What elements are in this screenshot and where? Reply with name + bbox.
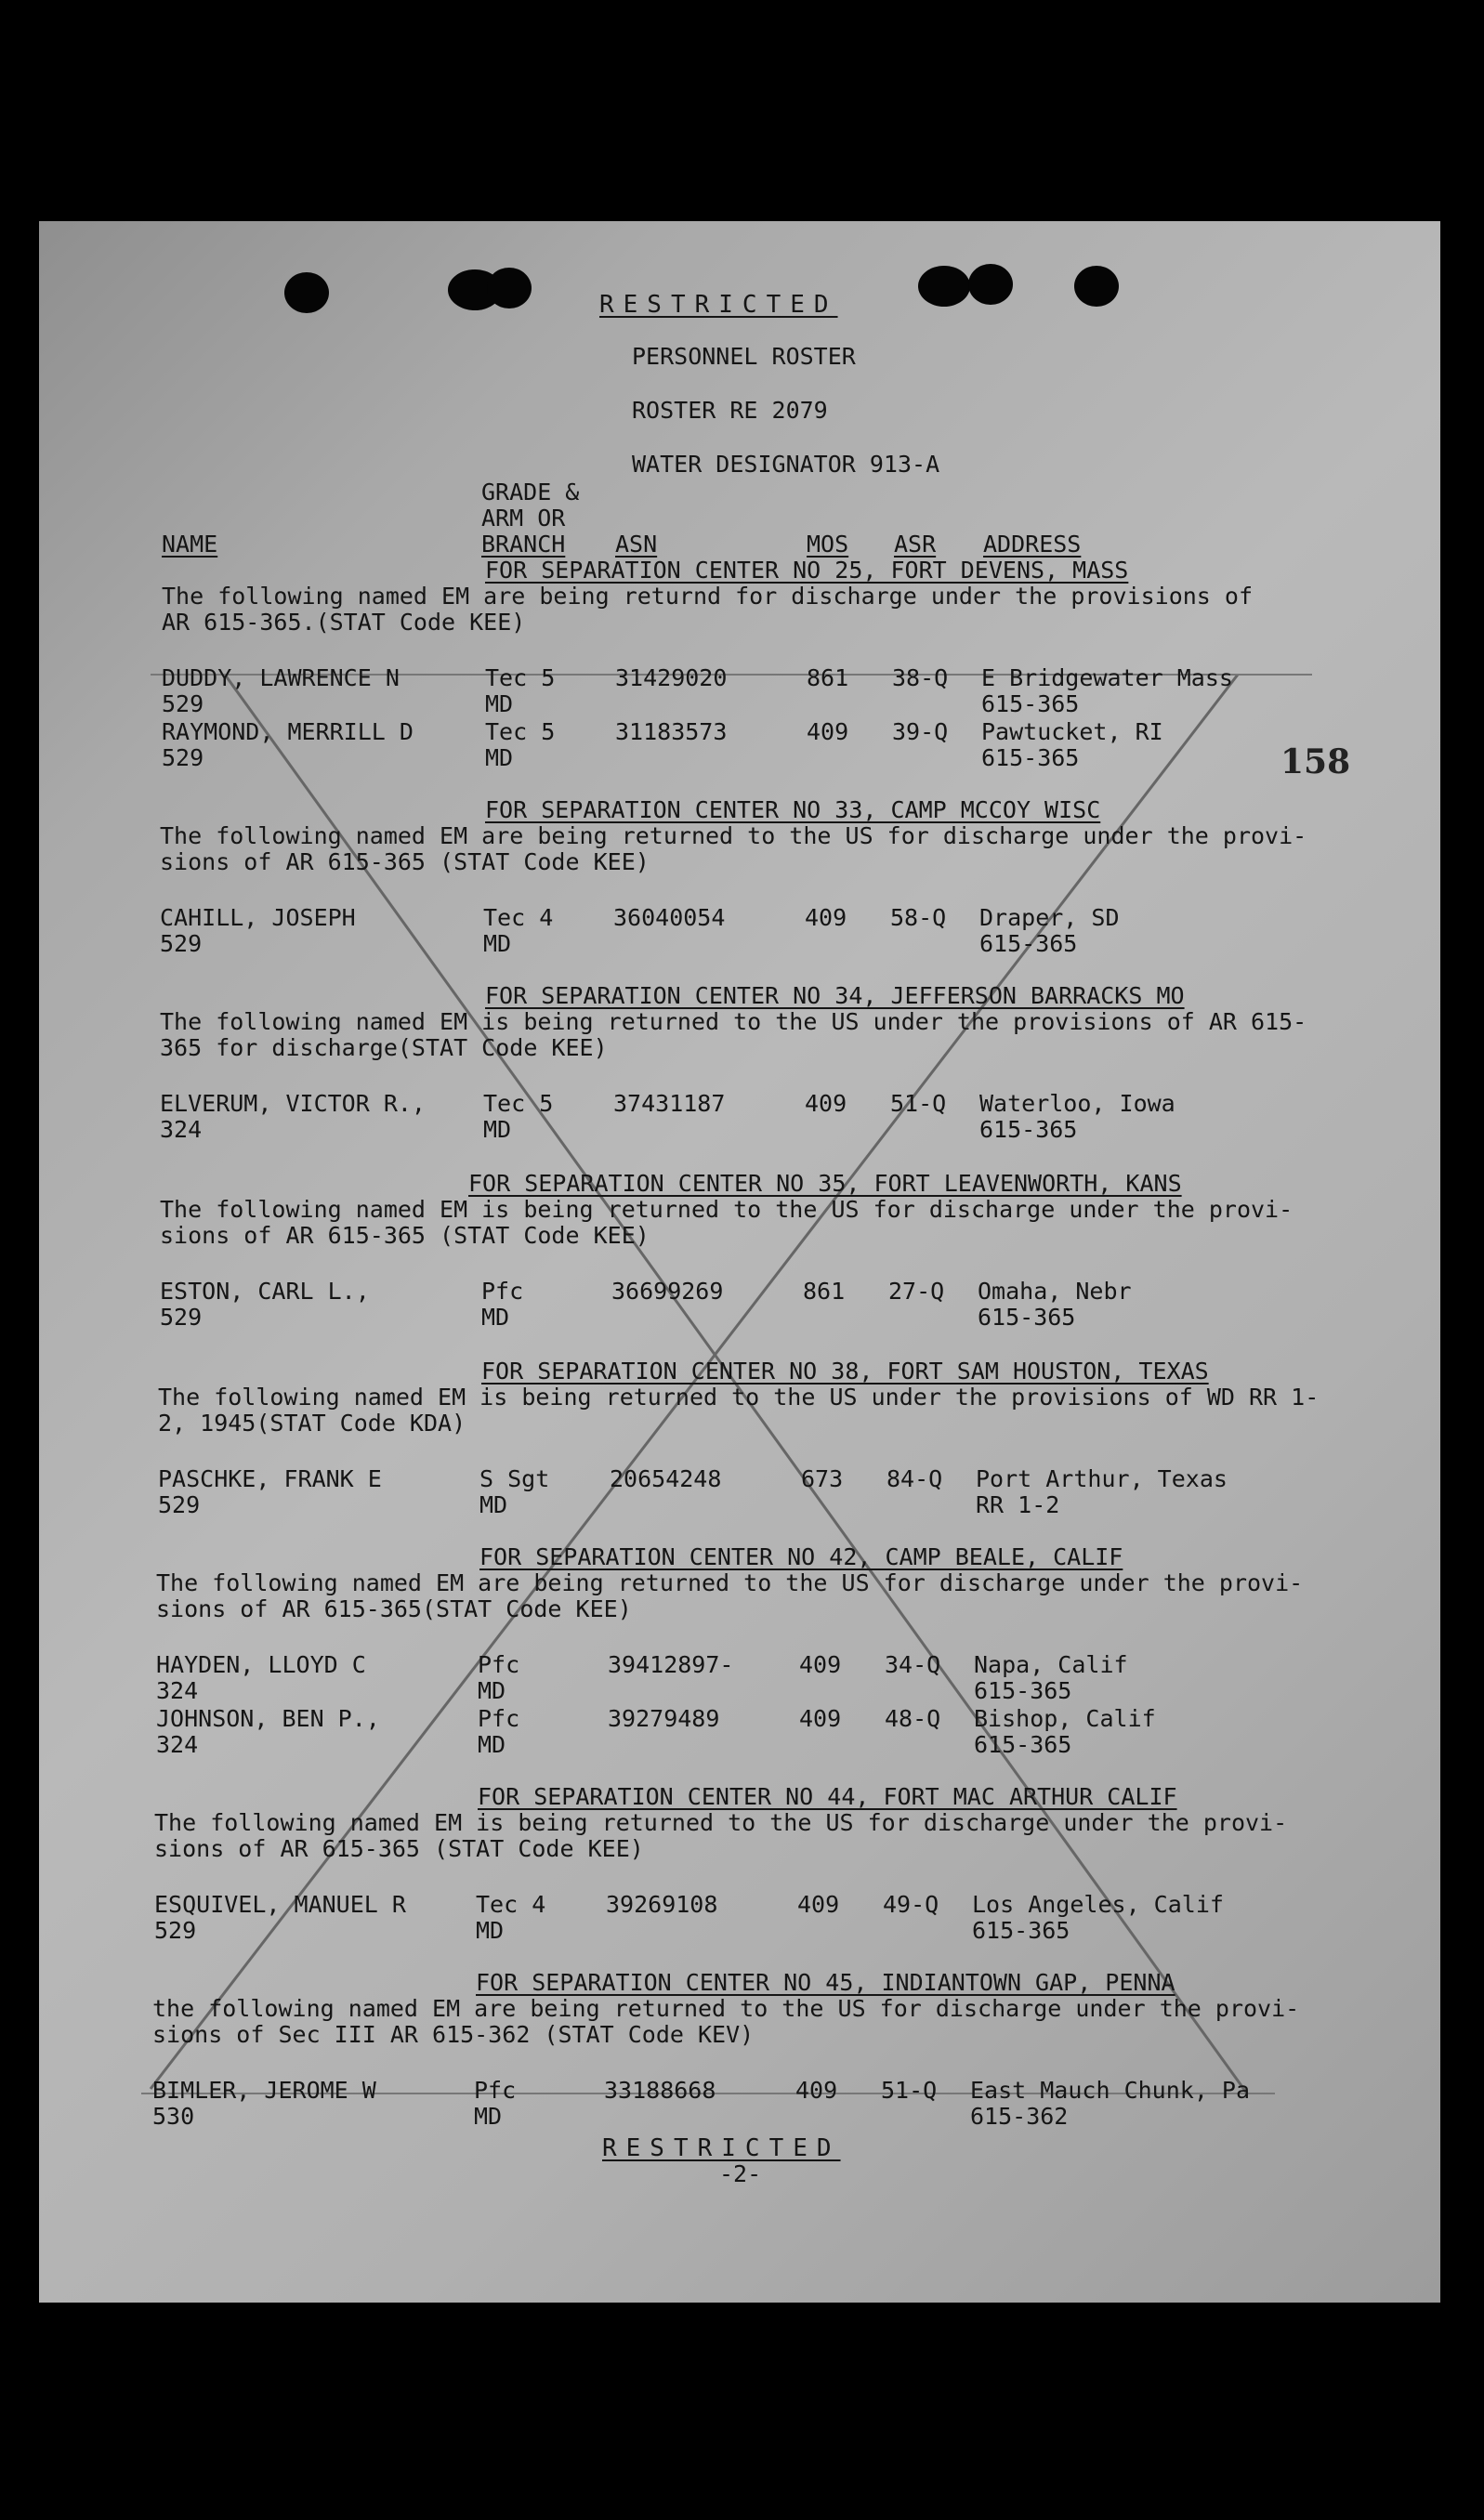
roster-grade: Tec 5 bbox=[485, 664, 556, 691]
roster-regulation: 615-362 bbox=[970, 2103, 1069, 2130]
roster-name: ESTON, CARL L., bbox=[160, 1278, 370, 1305]
roster-asr: 58-Q bbox=[890, 904, 947, 931]
roster-asr: 51-Q bbox=[890, 1090, 947, 1117]
roster-asn: 39279489 bbox=[608, 1705, 720, 1732]
roster-grade: Pfc bbox=[481, 1278, 524, 1305]
roster-asr: 38-Q bbox=[892, 664, 949, 691]
section-text: AR 615-365.(STAT Code KEE) bbox=[162, 609, 526, 636]
roster-name: RAYMOND, MERRILL D bbox=[162, 718, 414, 745]
roster-mos: 409 bbox=[805, 904, 847, 931]
roster-branch: MD bbox=[474, 2103, 503, 2130]
roster-address: Omaha, Nebr bbox=[978, 1278, 1132, 1305]
roster-regulation: 615-365 bbox=[979, 930, 1078, 957]
roster-code: 529 bbox=[160, 930, 203, 957]
col-grade-line2: ARM OR bbox=[481, 505, 566, 532]
roster-code: 324 bbox=[160, 1116, 203, 1143]
page-number: -2- bbox=[719, 2160, 762, 2187]
roster-regulation: 615-365 bbox=[974, 1677, 1072, 1704]
roster-mos: 409 bbox=[805, 1090, 847, 1117]
roster-name: CAHILL, JOSEPH bbox=[160, 904, 356, 931]
section-text: sions of AR 615-365 (STAT Code KEE) bbox=[154, 1835, 644, 1862]
col-asr: ASR bbox=[894, 531, 937, 558]
section-text: The following named EM is being returned to the US for discharge under the provi- bbox=[160, 1196, 1294, 1223]
section-text: sions of Sec III AR 615-362 (STAT Code KEV) bbox=[152, 2021, 755, 2048]
roster-asn: 31183573 bbox=[615, 718, 728, 745]
roster-address: Los Angeles, Calif bbox=[972, 1891, 1224, 1918]
roster-asn: 20654248 bbox=[610, 1465, 722, 1492]
section-text: The following named EM is being returned to the US for discharge under the provi- bbox=[154, 1809, 1288, 1836]
roster-regulation: 615-365 bbox=[974, 1731, 1072, 1758]
section-text: sions of AR 615-365 (STAT Code KEE) bbox=[160, 1222, 650, 1249]
roster-asr: 27-Q bbox=[888, 1278, 945, 1305]
document-page bbox=[39, 221, 1440, 2303]
col-name: NAME bbox=[162, 531, 218, 558]
roster-branch: MD bbox=[478, 1731, 506, 1758]
roster-regulation: 615-365 bbox=[978, 1304, 1076, 1331]
roster-regulation: 615-365 bbox=[981, 690, 1080, 717]
roster-number: ROSTER RE 2079 bbox=[632, 397, 828, 424]
section-text: The following named EM are being returnd for discharge under the provisions of bbox=[162, 583, 1253, 610]
roster-branch: MD bbox=[476, 1917, 505, 1944]
roster-mos: 673 bbox=[801, 1465, 844, 1492]
section-text: the following named EM are being returned to the US for discharge under the provi- bbox=[152, 1995, 1300, 2022]
restricted-footer: RESTRICTED bbox=[602, 2134, 841, 2162]
roster-asn: 36040054 bbox=[613, 904, 726, 931]
roster-asn: 31429020 bbox=[615, 664, 728, 691]
roster-branch: MD bbox=[485, 690, 514, 717]
roster-code: 529 bbox=[162, 744, 204, 771]
col-mos: MOS bbox=[807, 531, 849, 558]
restricted-header: RESTRICTED bbox=[599, 291, 838, 319]
roster-grade: Pfc bbox=[478, 1705, 520, 1732]
roster-grade: Tec 5 bbox=[485, 718, 556, 745]
roster-branch: MD bbox=[483, 1116, 512, 1143]
roster-name: ESQUIVEL, MANUEL R bbox=[154, 1891, 406, 1918]
roster-code: 529 bbox=[158, 1491, 201, 1518]
roster-code: 324 bbox=[156, 1677, 199, 1704]
roster-code: 529 bbox=[160, 1304, 203, 1331]
roster-address: Waterloo, Iowa bbox=[979, 1090, 1175, 1117]
col-address: ADDRESS bbox=[983, 531, 1082, 558]
roster-address: Draper, SD bbox=[979, 904, 1120, 931]
roster-regulation: 615-365 bbox=[979, 1116, 1078, 1143]
roster-code: 529 bbox=[154, 1917, 197, 1944]
stamp-number: 158 bbox=[1280, 742, 1351, 781]
roster-asr: 34-Q bbox=[885, 1651, 941, 1678]
roster-regulation: 615-365 bbox=[981, 744, 1080, 771]
roster-mos: 861 bbox=[807, 664, 849, 691]
section-text: The following named EM is being returned to the US under the provisions of WD RR 1- bbox=[158, 1384, 1320, 1411]
roster-address: Port Arthur, Texas bbox=[976, 1465, 1228, 1492]
section-text: 2, 1945(STAT Code KDA) bbox=[158, 1410, 466, 1437]
roster-mos: 409 bbox=[795, 2077, 838, 2104]
roster-branch: MD bbox=[478, 1677, 506, 1704]
roster-regulation: 615-365 bbox=[972, 1917, 1070, 1944]
roster-grade: Pfc bbox=[478, 1651, 520, 1678]
roster-name: PASCHKE, FRANK E bbox=[158, 1465, 382, 1492]
roster-name: ELVERUM, VICTOR R., bbox=[160, 1090, 426, 1117]
roster-address: E Bridgewater Mass bbox=[981, 664, 1233, 691]
section-heading: FOR SEPARATION CENTER NO 42, CAMP BEALE, CALIF bbox=[479, 1543, 1123, 1570]
roster-branch: MD bbox=[479, 1491, 508, 1518]
roster-grade: Tec 4 bbox=[476, 1891, 546, 1918]
roster-code: 529 bbox=[162, 690, 204, 717]
roster-branch: MD bbox=[485, 744, 514, 771]
section-text: The following named EM are being returned to the US for discharge under the provi- bbox=[160, 822, 1307, 849]
col-asn: ASN bbox=[615, 531, 658, 558]
roster-name: DUDDY, LAWRENCE N bbox=[162, 664, 400, 691]
section-heading: FOR SEPARATION CENTER NO 33, CAMP MCCOY WISC bbox=[485, 796, 1101, 823]
roster-branch: MD bbox=[481, 1304, 510, 1331]
roster-asn: 37431187 bbox=[613, 1090, 726, 1117]
section-text: sions of AR 615-365 (STAT Code KEE) bbox=[160, 848, 650, 875]
roster-mos: 409 bbox=[797, 1891, 840, 1918]
roster-asn: 39269108 bbox=[606, 1891, 718, 1918]
roster-grade: Tec 5 bbox=[483, 1090, 554, 1117]
section-heading: FOR SEPARATION CENTER NO 35, FORT LEAVENWORTH, KANS bbox=[468, 1170, 1182, 1197]
roster-name: BIMLER, JEROME W bbox=[152, 2077, 376, 2104]
roster-name: JOHNSON, BEN P., bbox=[156, 1705, 380, 1732]
roster-mos: 861 bbox=[803, 1278, 846, 1305]
roster-branch: MD bbox=[483, 930, 512, 957]
section-text: 365 for discharge(STAT Code KEE) bbox=[160, 1034, 608, 1061]
roster-address: East Mauch Chunk, Pa bbox=[970, 2077, 1251, 2104]
section-heading: FOR SEPARATION CENTER NO 38, FORT SAM HOUSTON, TEXAS bbox=[481, 1358, 1209, 1385]
roster-mos: 409 bbox=[807, 718, 849, 745]
section-text: sions of AR 615-365(STAT Code KEE) bbox=[156, 1595, 632, 1622]
roster-title: PERSONNEL ROSTER bbox=[632, 343, 856, 370]
roster-regulation: RR 1-2 bbox=[976, 1491, 1060, 1518]
section-heading: FOR SEPARATION CENTER NO 25, FORT DEVENS, MASS bbox=[485, 557, 1129, 584]
roster-asr: 49-Q bbox=[883, 1891, 939, 1918]
roster-asn: 36699269 bbox=[611, 1278, 724, 1305]
roster-asr: 51-Q bbox=[881, 2077, 938, 2104]
section-heading: FOR SEPARATION CENTER NO 34, JEFFERSON BARRACKS MO bbox=[485, 982, 1185, 1009]
roster-mos: 409 bbox=[799, 1705, 842, 1732]
section-heading: FOR SEPARATION CENTER NO 44, FORT MAC ARTHUR CALIF bbox=[478, 1783, 1177, 1810]
roster-asr: 39-Q bbox=[892, 718, 949, 745]
roster-asr: 48-Q bbox=[885, 1705, 941, 1732]
roster-grade: Pfc bbox=[474, 2077, 517, 2104]
roster-address: Bishop, Calif bbox=[974, 1705, 1156, 1732]
water-designator: WATER DESIGNATOR 913-A bbox=[632, 451, 940, 478]
roster-address: Pawtucket, RI bbox=[981, 718, 1163, 745]
roster-asn: 33188668 bbox=[604, 2077, 716, 2104]
roster-code: 530 bbox=[152, 2103, 195, 2130]
section-text: The following named EM are being returned to the US for discharge under the provi- bbox=[156, 1569, 1304, 1596]
roster-code: 324 bbox=[156, 1731, 199, 1758]
roster-asr: 84-Q bbox=[886, 1465, 943, 1492]
roster-mos: 409 bbox=[799, 1651, 842, 1678]
roster-grade: Tec 4 bbox=[483, 904, 554, 931]
col-grade-line1: GRADE & bbox=[481, 479, 580, 505]
section-text: The following named EM is being returned to the US under the provisions of AR 615- bbox=[160, 1008, 1307, 1035]
roster-grade: S Sgt bbox=[479, 1465, 550, 1492]
section-heading: FOR SEPARATION CENTER NO 45, INDIANTOWN GAP, PENNA bbox=[476, 1969, 1175, 1996]
roster-address: Napa, Calif bbox=[974, 1651, 1128, 1678]
roster-asn: 39412897- bbox=[608, 1651, 734, 1678]
roster-name: HAYDEN, LLOYD C bbox=[156, 1651, 366, 1678]
col-grade-line3: BRANCH bbox=[481, 531, 566, 558]
